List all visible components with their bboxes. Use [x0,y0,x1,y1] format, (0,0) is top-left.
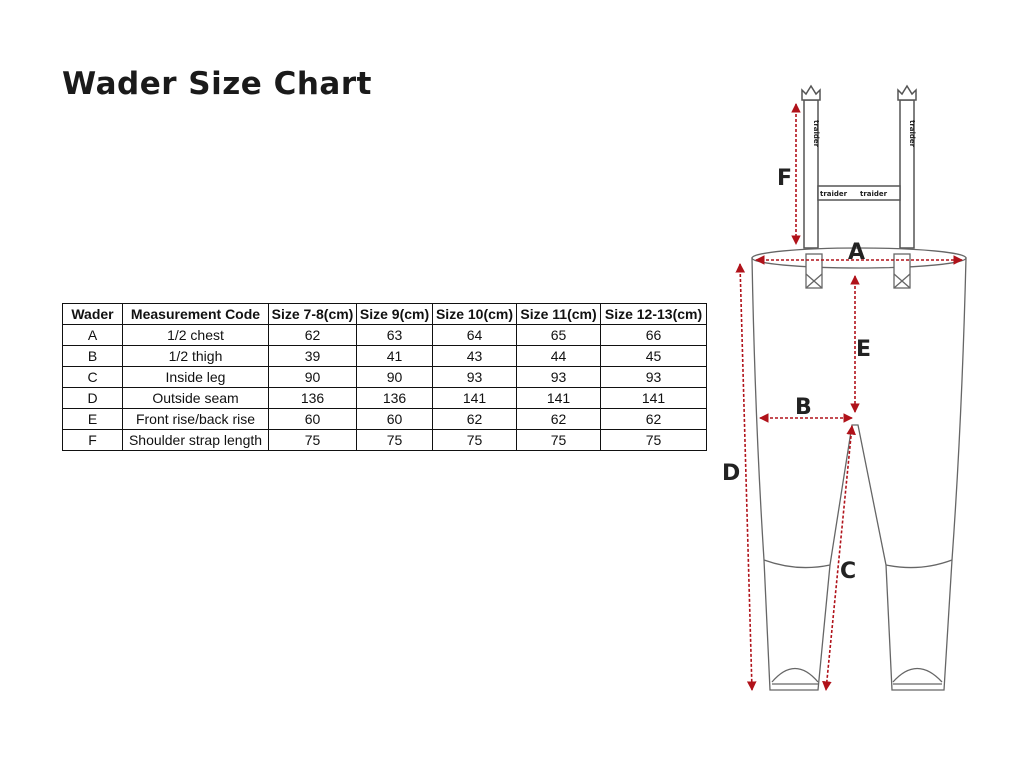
cell-value: 90 [357,367,433,388]
cell-value: 43 [433,346,517,367]
strap-brand-left: traider [812,120,820,148]
header-size-11: Size 11(cm) [517,304,601,325]
cell-value: 75 [601,430,707,451]
cell-measurement: 1/2 chest [123,325,269,346]
label-a: A [848,240,866,265]
cell-code: D [63,388,123,409]
cell-measurement: Front rise/back rise [123,409,269,430]
cell-code: E [63,409,123,430]
cell-measurement: Outside seam [123,388,269,409]
cell-code: B [63,346,123,367]
cell-value: 75 [517,430,601,451]
cell-value: 93 [517,367,601,388]
cell-value: 60 [357,409,433,430]
cell-value: 75 [433,430,517,451]
page-title: Wader Size Chart [62,66,372,102]
arrow-d [740,264,752,690]
cell-code: C [63,367,123,388]
table-row [63,325,707,346]
header-size-7-8: Size 7-8(cm) [269,304,357,325]
cell-measurement: Inside leg [123,367,269,388]
cell-value: 75 [269,430,357,451]
right-strap-clip-icon [898,86,916,100]
table-row [63,367,707,388]
cell-value: 66 [601,325,707,346]
wader-diagram [700,70,980,710]
wader-body [752,248,966,690]
strap-brand-right: traider [908,120,916,148]
cell-value: 141 [601,388,707,409]
cell-code: A [63,325,123,346]
cell-value: 65 [517,325,601,346]
header-size-9: Size 9(cm) [357,304,433,325]
cell-value: 62 [269,325,357,346]
cell-value: 41 [357,346,433,367]
table-row [63,430,707,451]
strap-brand-bar-right: traider [860,190,888,198]
table-row [63,346,707,367]
cell-value: 60 [269,409,357,430]
cell-value: 64 [433,325,517,346]
left-strap-clip-icon [802,86,820,100]
label-b: B [795,395,812,420]
cell-value: 136 [269,388,357,409]
cell-measurement: Shoulder strap length [123,430,269,451]
right-buckle [894,254,910,288]
cell-value: 141 [517,388,601,409]
label-c: C [840,559,857,584]
cell-value: 63 [357,325,433,346]
cell-value: 75 [357,430,433,451]
header-size-12-13: Size 12-13(cm) [601,304,707,325]
table-header-row [63,304,707,325]
cell-value: 45 [601,346,707,367]
header-size-10: Size 10(cm) [433,304,517,325]
header-wader: Wader [63,304,123,325]
label-e: E [856,337,872,362]
cell-code: F [63,430,123,451]
table-row [63,409,707,430]
cell-value: 62 [517,409,601,430]
cell-value: 62 [433,409,517,430]
label-f: F [777,166,793,191]
cell-measurement: 1/2 thigh [123,346,269,367]
wader-outline [752,258,966,690]
cell-value: 141 [433,388,517,409]
cell-value: 44 [517,346,601,367]
label-d: D [722,461,741,486]
left-buckle [806,254,822,288]
table-row [63,388,707,409]
cell-value: 62 [601,409,707,430]
size-table [62,303,707,451]
cell-value: 136 [357,388,433,409]
cell-value: 93 [601,367,707,388]
cell-value: 90 [269,367,357,388]
header-measurement-code: Measurement Code [123,304,269,325]
strap-brand-bar-left: traider [820,190,848,198]
cell-value: 93 [433,367,517,388]
shoulder-straps [802,86,916,248]
cell-value: 39 [269,346,357,367]
